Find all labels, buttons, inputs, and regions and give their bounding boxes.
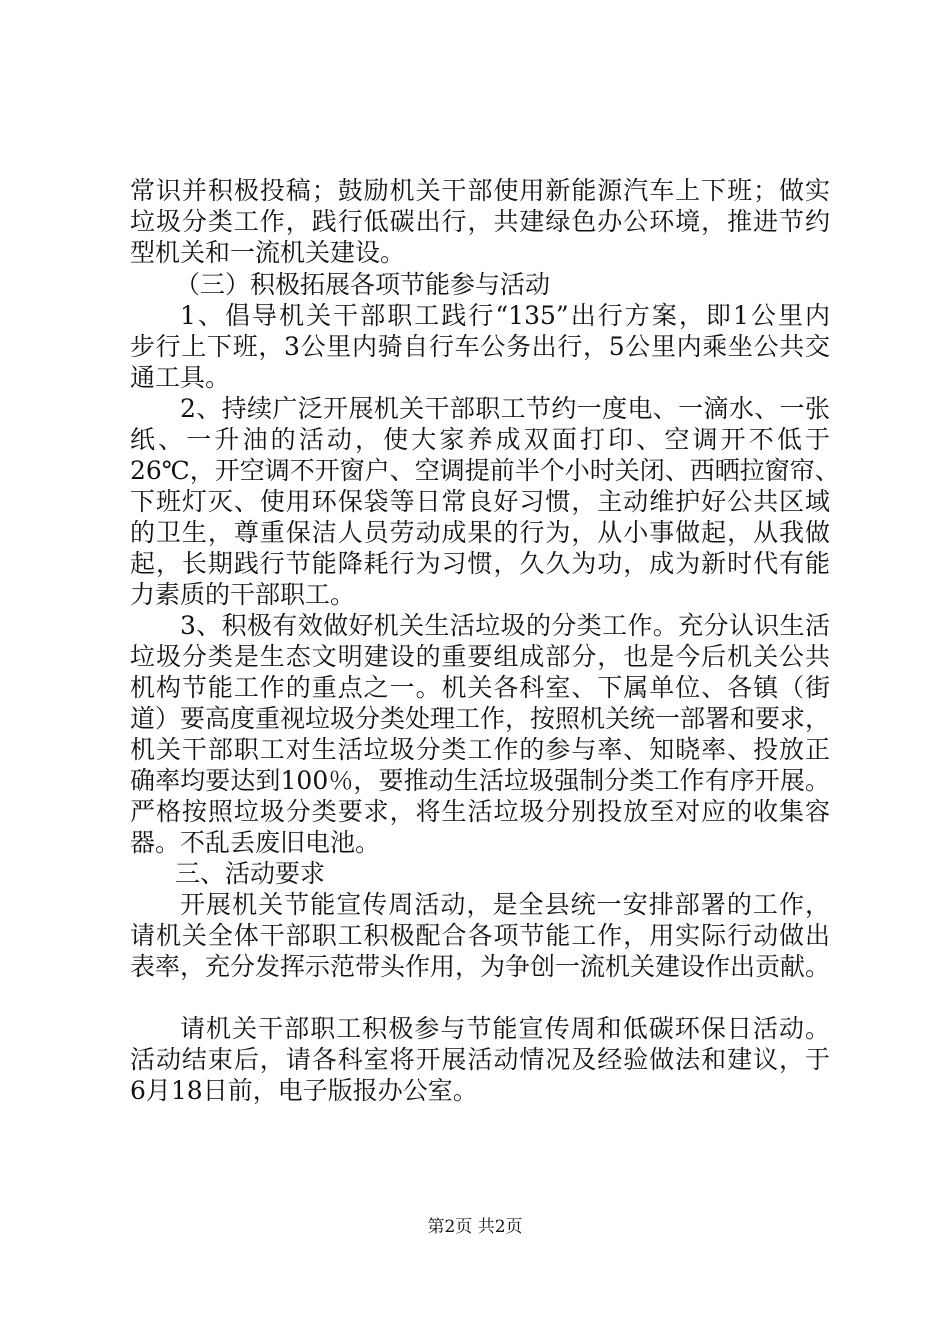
body-line: 活动结束后，请各科室将开展活动情况及经验做法和建议，于 (130, 1045, 830, 1074)
body-line: 通工具。 (130, 363, 231, 392)
body-line: 机关干部职工对生活垃圾分类工作的参与率、知晓率、投放正 (130, 735, 830, 764)
body-line: 下班灯灭、使用环保袋等日常良好习惯，主动维护好公共区域 (130, 487, 830, 516)
body-line: 3、积极有效做好机关生活垃圾的分类工作。充分认识生活 (180, 611, 830, 640)
section-heading: （三）积极拓展各项节能参与活动 (175, 270, 551, 299)
body-line: 6月18日前，电子版报办公室。 (130, 1076, 478, 1105)
body-line: 的卫生，尊重保洁人员劳动成果的行为，从小事做起，从我做 (130, 518, 830, 547)
body-line: 纸、一升油的活动，使大家养成双面打印、空调开不低于 (130, 425, 830, 454)
body-line: 垃圾分类是生态文明建设的重要组成部分，也是今后机关公共 (130, 642, 830, 671)
body-line: 力素质的干部职工。 (130, 580, 356, 609)
body-line: 垃圾分类工作，践行低碳出行，共建绿色办公环境，推进节约 (130, 207, 830, 236)
body-line: 型机关和一流机关建设。 (130, 238, 406, 267)
body-line: 器。不乱丢废旧电池。 (130, 828, 381, 857)
body-line: 步行上下班，3公里内骑自行车公务出行，5公里内乘坐公共交 (130, 332, 830, 361)
body-line: 起，长期践行节能降耗行为习惯，久久为功，成为新时代有能 (130, 549, 830, 578)
body-line: 26℃，开空调不开窗户、空调提前半个小时关闭、西晒拉窗帘、 (130, 456, 840, 485)
body-line: 确率均要达到100％，要推动生活垃圾强制分类工作有序开展。 (130, 766, 830, 795)
body-line: 请机关全体干部职工积极配合各项节能工作，用实际行动做出 (130, 921, 830, 950)
body-line: 道）要高度重视垃圾分类处理工作，按照机关统一部署和要求， (130, 704, 831, 733)
body-line: 严格按照垃圾分类要求，将生活垃圾分别投放至对应的收集容 (130, 797, 830, 826)
body-line: 2、持续广泛开展机关干部职工节约一度电、一滴水、一张 (180, 394, 830, 423)
body-line: 表率，充分发挥示范带头作用，为争创一流机关建设作出贡献。 (130, 952, 831, 981)
page-number-footer: 第2页 共2页 (427, 1217, 523, 1237)
section-heading: 三、活动要求 (175, 859, 326, 888)
body-line: 请机关干部职工积极参与节能宣传周和低碳环保日活动。 (180, 1014, 830, 1043)
body-line: 常识并积极投稿；鼓励机关干部使用新能源汽车上下班；做实 (130, 176, 830, 205)
body-line: 开展机关节能宣传周活动，是全县统一安排部署的工作， (180, 890, 830, 919)
body-line: 1、倡导机关干部职工践行“135”出行方案，即1公里内 (180, 301, 830, 330)
body-line: 机构节能工作的重点之一。机关各科室、下属单位、各镇（街 (130, 673, 830, 702)
